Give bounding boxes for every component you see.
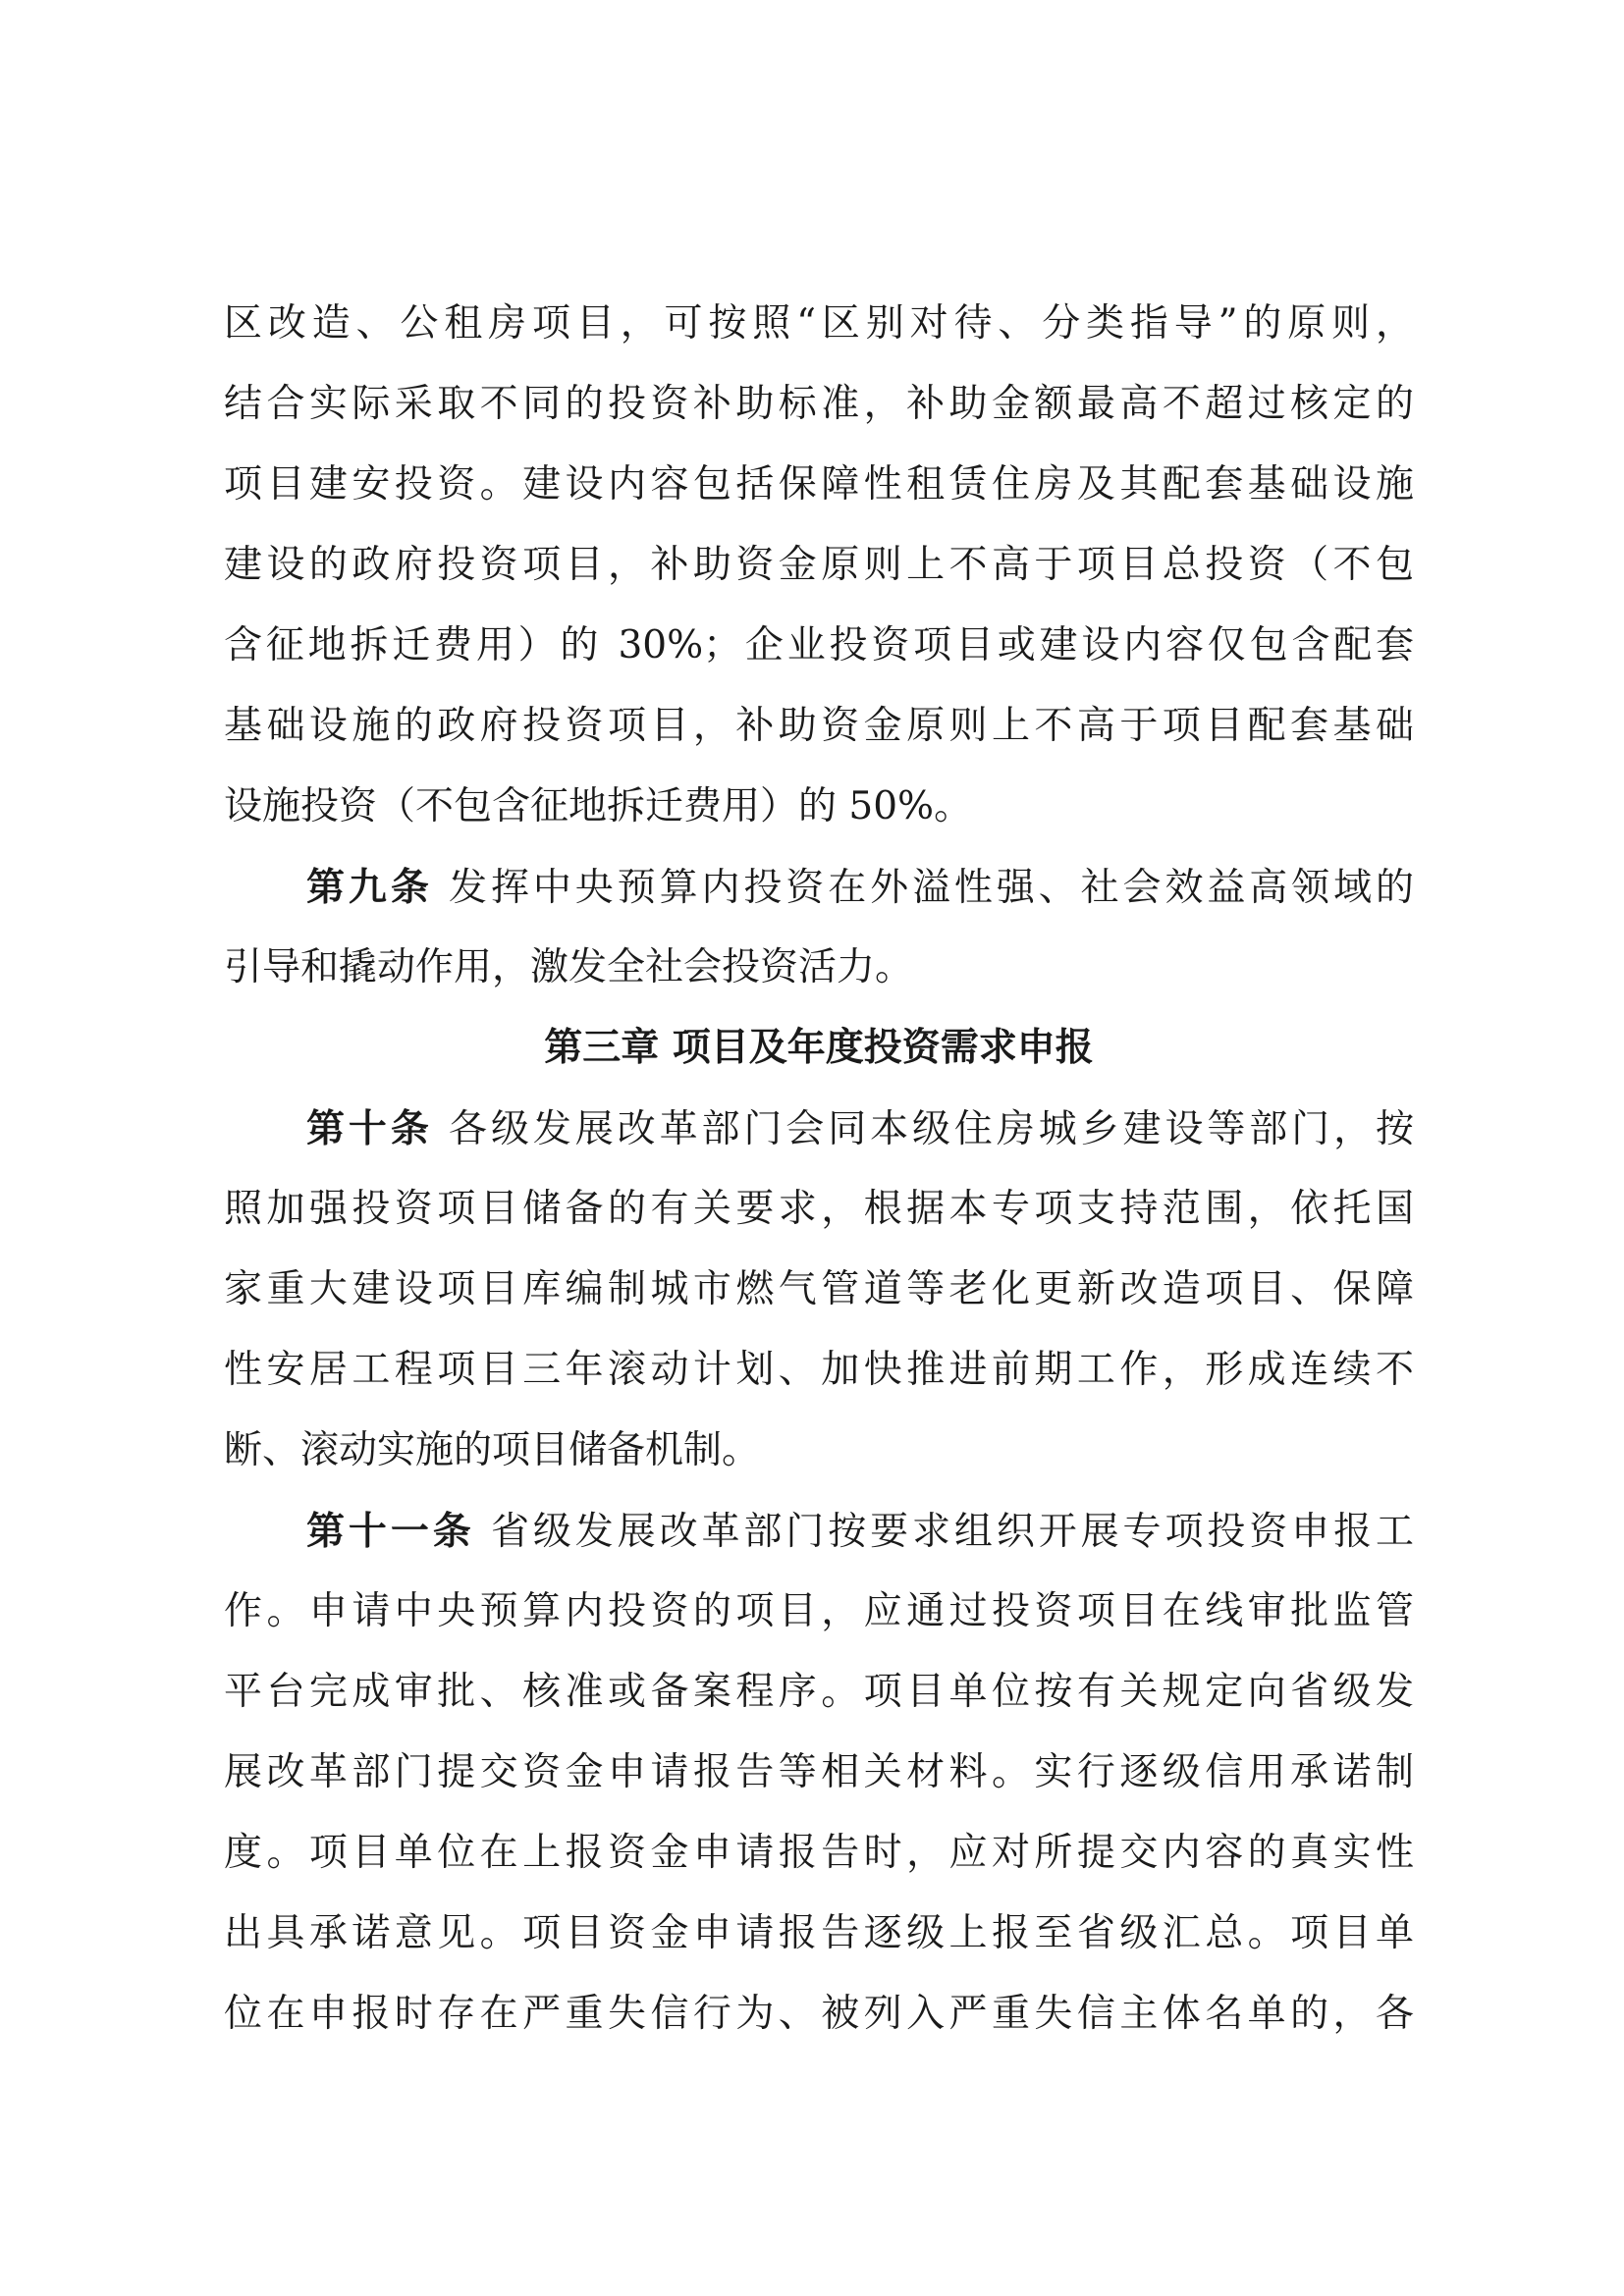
paragraph-line: 出具承诺意见。项目资金申请报告逐级上报至省级汇总。项目单 [224, 1911, 1414, 1955]
article-10-first-line [306, 1099, 1414, 1158]
paragraph-line: 断、滚动实施的项目储备机制。 [224, 1428, 761, 1472]
paragraph-line: 作。申请中央预算内投资的项目，应通过投资项目在线审批监管 [224, 1589, 1414, 1633]
article-9-label: 第九条 [306, 865, 433, 910]
paragraph-line: 度。项目单位在上报资金申请报告时，应对所提交内容的真实性 [224, 1831, 1414, 1875]
paragraph-line: 设施投资（不包含征地拆迁费用）的 50%。 [224, 784, 973, 828]
paragraph-line: 家重大建设项目库编制城市燃气管道等老化更新改造项目、保障 [224, 1267, 1414, 1311]
paragraph-line: 结合实际采取不同的投资补助标准，补助金额最高不超过核定的 [224, 382, 1414, 426]
paragraph-line: 性安居工程项目三年滚动计划、加快推进前期工作，形成连续不 [224, 1348, 1414, 1392]
article-11-text: 省级发展改革部门按要求组织开展专项投资申报工 [474, 1510, 1414, 1554]
paragraph-line: 建设的政府投资项目，补助资金原则上不高于项目总投资（不包 [224, 543, 1414, 587]
paragraph-line: 含征地拆迁费用）的 30%；企业投资项目或建设内容仅包含配套 [224, 623, 1414, 667]
chapter-heading: 第三章 项目及年度投资需求申报 [544, 1026, 1094, 1070]
article-9-text: 发挥中央预算内投资在外溢性强、社会效益高领域的 [432, 866, 1414, 910]
paragraph-line: 位在申报时存在严重失信行为、被列入严重失信主体名单的，各 [224, 1992, 1414, 2036]
article-11-label: 第十一条 [306, 1509, 475, 1554]
article-9-first-line [306, 858, 1414, 917]
article-10-text: 各级发展改革部门会同本级住房城乡建设等部门，按 [432, 1107, 1414, 1151]
article-11-first-line [306, 1502, 1414, 1561]
paragraph-line: 基础设施的政府投资项目，补助资金原则上不高于项目配套基础 [224, 704, 1414, 748]
paragraph-line: 照加强投资项目储备的有关要求，根据本专项支持范围，依托国 [224, 1187, 1414, 1231]
paragraph-line: 平台完成审批、核准或备案程序。项目单位按有关规定向省级发 [224, 1670, 1414, 1714]
paragraph-line: 展改革部门提交资金申请报告等相关材料。实行逐级信用承诺制 [224, 1750, 1414, 1794]
paragraph-line: 引导和撬动作用，激发全社会投资活力。 [224, 945, 914, 989]
article-10-label: 第十条 [306, 1106, 433, 1151]
paragraph-line: 区改造、公租房项目，可按照“区别对待、分类指导”的原则， [224, 301, 1414, 346]
paragraph-line: 项目建安投资。建设内容包括保障性租赁住房及其配套基础设施 [224, 462, 1414, 507]
